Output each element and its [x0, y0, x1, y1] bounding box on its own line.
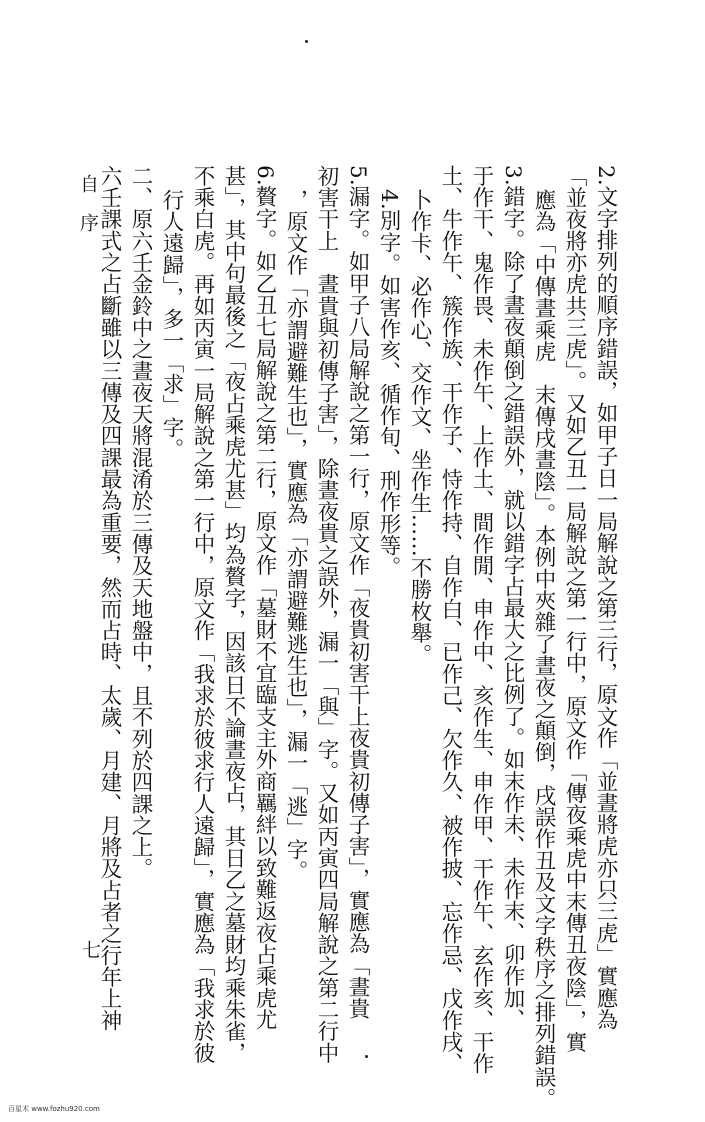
text-column: 不乘白虎。再如丙寅一局解說之第一行中，原文作「我求於彼求行人遠歸」，實應為「我求於彼 [190, 165, 215, 1064]
text-column: 六壬課式之占斷雖以三傳及四課最為重要，然而占時、太歲、月建、月將及占者之行年上神 [97, 165, 122, 1031]
text-column: 土、牛作午、簇作族、干作子、恃作持、自作白、已作己、欠作久、被作披、忘作忌、戊作戌、 [438, 165, 463, 1075]
text-column: 甚」，其中句最後之「夜占乘虎尤甚」均為贅字，因該日不論晝夜占，其日乙之墓財均乘朱雀， [221, 165, 246, 1064]
text-column: 行人遠歸」，多一「求」字。 [159, 189, 184, 460]
scan-speck [305, 40, 308, 43]
text-column: 「並夜將亦虎共三虎」。又如乙丑一局解說之第一行中，原文作「傳夜乘虎中末傳丑夜陰」，實 [562, 165, 587, 1053]
text-column: 3.錯字。除了晝夜顛倒之錯誤外，就以錯字占最大之比例了。如末作未、未作末、卯作加、 [500, 165, 525, 1031]
text-column: 卜作卡、必作心、交作文、坐作生……不勝枚舉。 [407, 189, 432, 666]
text-column: 初害干上 晝貴與初傳子害」，除晝夜貴之誤外，漏一「與」字。又如丙寅四局解說之第二行中 [314, 165, 339, 1064]
text-column: 5.漏字。如甲子八局解說之第一行，原文作「夜貴初害干上夜貴初傳子害」，實應為「晝貴 [345, 165, 370, 1020]
running-header: 自序 [77, 174, 99, 252]
scan-watermark: 百星术 www.fozhu920.com [8, 1105, 100, 1113]
scan-speck [365, 1055, 368, 1058]
page-number: 七 [79, 940, 101, 959]
text-column: ，原文作「亦謂避難生也」，實應為「亦謂避難逃生也」，漏一「逃」字。 [283, 189, 308, 882]
text-column: 4.別字。如害作亥、循作旬、刑作形等。 [376, 189, 401, 578]
text-column: 于作干、鬼作畏、未作午、上作土、間作閒、申作中、亥作生、申作甲、干作午、玄作亥、干作 [469, 165, 494, 1075]
text-column: 應為「中傳晝乘虎 末傳戌晝陰」。本例中夾雜了晝夜之顛倒，戌誤作丑及文字秩序之排列錯誤。 [531, 189, 556, 1110]
text-column: 2.文字排列的順序錯誤，如甲子日一局解說之第三行，原文作「並晝將虎亦只三虎」實應為 [593, 165, 618, 1031]
text-column: 6.贅字。如乙丑七局解說之第二行，原文作「墓財不宜臨支主外商羈絆以致難返夜占乘虎尤 [252, 165, 277, 1031]
text-column: 二、原六壬金鈴中之晝夜天將混淆於三傳及天地盤中，且不列於四課之上。 [128, 165, 153, 880]
